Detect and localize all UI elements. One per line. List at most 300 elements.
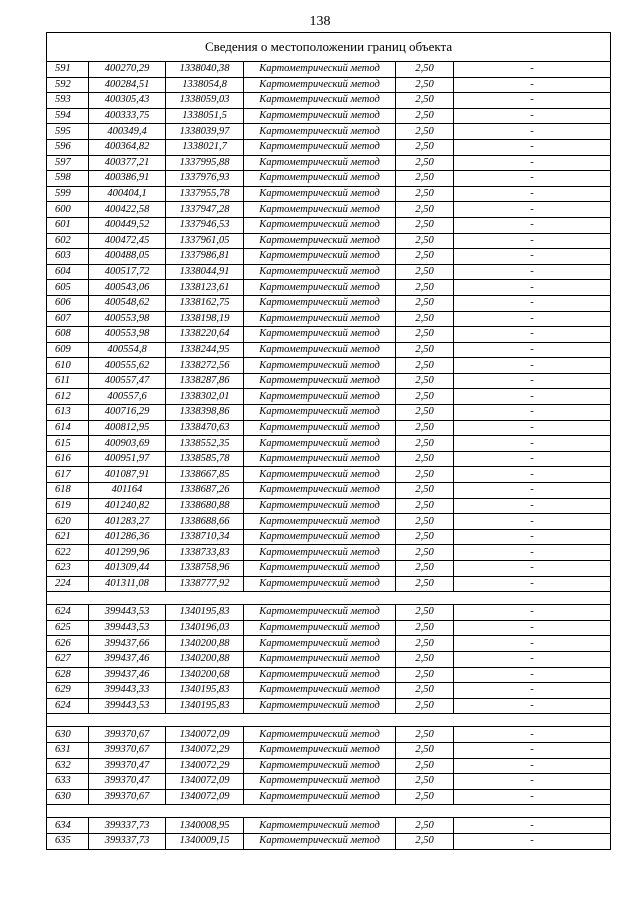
x-coordinate-cell: 400386,91 — [89, 171, 166, 187]
x-coordinate-cell: 400270,29 — [89, 62, 166, 78]
point-number-cell: 625 — [47, 620, 89, 636]
method-cell: Картометрический метод — [244, 789, 396, 805]
y-coordinate-cell: 1338777,92 — [166, 576, 244, 592]
precision-cell: 2,50 — [396, 620, 454, 636]
description-cell: - — [454, 667, 611, 683]
precision-cell: 2,50 — [396, 498, 454, 514]
y-coordinate-cell: 1337986,81 — [166, 249, 244, 265]
description-cell: - — [454, 389, 611, 405]
y-coordinate-cell: 1338220,64 — [166, 327, 244, 343]
description-cell: - — [454, 155, 611, 171]
point-number-cell: 634 — [47, 818, 89, 834]
table-row — [47, 683, 611, 699]
description-cell: - — [454, 249, 611, 265]
x-coordinate-cell: 401164 — [89, 483, 166, 499]
table-row — [47, 280, 611, 296]
description-cell: - — [454, 545, 611, 561]
table-row — [47, 529, 611, 545]
x-coordinate-cell: 400553,98 — [89, 327, 166, 343]
precision-cell: 2,50 — [396, 818, 454, 834]
table-row — [47, 62, 611, 78]
method-cell: Картометрический метод — [244, 498, 396, 514]
y-coordinate-cell: 1338287,86 — [166, 373, 244, 389]
method-cell: Картометрический метод — [244, 93, 396, 109]
point-number-cell: 624 — [47, 605, 89, 621]
precision-cell: 2,50 — [396, 605, 454, 621]
precision-cell: 2,50 — [396, 342, 454, 358]
y-coordinate-cell: 1338051,5 — [166, 108, 244, 124]
method-cell: Картометрический метод — [244, 420, 396, 436]
method-cell: Картометрический метод — [244, 233, 396, 249]
point-number-cell: 621 — [47, 529, 89, 545]
y-coordinate-cell: 1340196,03 — [166, 620, 244, 636]
x-coordinate-cell: 401087,91 — [89, 467, 166, 483]
y-coordinate-cell: 1338123,61 — [166, 280, 244, 296]
table-row — [47, 545, 611, 561]
point-number-cell: 612 — [47, 389, 89, 405]
point-number-cell: 629 — [47, 683, 89, 699]
y-coordinate-cell: 1337955,78 — [166, 186, 244, 202]
point-number-cell: 605 — [47, 280, 89, 296]
precision-cell: 2,50 — [396, 264, 454, 280]
table-row — [47, 186, 611, 202]
precision-cell: 2,50 — [396, 683, 454, 699]
description-cell: - — [454, 171, 611, 187]
x-coordinate-cell: 400548,62 — [89, 295, 166, 311]
x-coordinate-cell: 400333,75 — [89, 108, 166, 124]
description-cell: - — [454, 93, 611, 109]
method-cell: Картометрический метод — [244, 561, 396, 577]
y-coordinate-cell: 1338302,01 — [166, 389, 244, 405]
precision-cell: 2,50 — [396, 833, 454, 849]
x-coordinate-cell: 400716,29 — [89, 405, 166, 421]
precision-cell: 2,50 — [396, 576, 454, 592]
precision-cell: 2,50 — [396, 514, 454, 530]
method-cell: Картометрический метод — [244, 202, 396, 218]
description-cell: - — [454, 327, 611, 343]
y-coordinate-cell: 1340200,68 — [166, 667, 244, 683]
precision-cell: 2,50 — [396, 358, 454, 374]
method-cell: Картометрический метод — [244, 818, 396, 834]
table-row — [47, 295, 611, 311]
table-row — [47, 420, 611, 436]
description-cell: - — [454, 264, 611, 280]
table-row — [47, 636, 611, 652]
y-coordinate-cell: 1340072,09 — [166, 727, 244, 743]
point-number-cell: 609 — [47, 342, 89, 358]
y-coordinate-cell: 1340072,09 — [166, 789, 244, 805]
method-cell: Картометрический метод — [244, 62, 396, 78]
precision-cell: 2,50 — [396, 108, 454, 124]
point-number-cell: 623 — [47, 561, 89, 577]
method-cell: Картометрический метод — [244, 605, 396, 621]
method-cell: Картометрический метод — [244, 124, 396, 140]
method-cell: Картометрический метод — [244, 155, 396, 171]
table-row — [47, 108, 611, 124]
point-number-cell: 592 — [47, 77, 89, 93]
table-row — [47, 498, 611, 514]
point-number-cell: 224 — [47, 576, 89, 592]
point-number-cell: 630 — [47, 789, 89, 805]
x-coordinate-cell: 400472,45 — [89, 233, 166, 249]
point-number-cell: 627 — [47, 651, 89, 667]
y-coordinate-cell: 1340195,83 — [166, 698, 244, 714]
method-cell: Картометрический метод — [244, 667, 396, 683]
x-coordinate-cell: 400557,47 — [89, 373, 166, 389]
x-coordinate-cell: 400305,43 — [89, 93, 166, 109]
y-coordinate-cell: 1338470,63 — [166, 420, 244, 436]
table-row — [47, 774, 611, 790]
x-coordinate-cell: 399443,53 — [89, 698, 166, 714]
x-coordinate-cell: 400517,72 — [89, 264, 166, 280]
x-coordinate-cell: 400903,69 — [89, 436, 166, 452]
table-header-row — [47, 33, 611, 62]
x-coordinate-cell: 400364,82 — [89, 139, 166, 155]
point-number-cell: 617 — [47, 467, 89, 483]
description-cell: - — [454, 358, 611, 374]
description-cell: - — [454, 467, 611, 483]
table-row — [47, 818, 611, 834]
x-coordinate-cell: 399437,66 — [89, 636, 166, 652]
precision-cell: 2,50 — [396, 451, 454, 467]
precision-cell: 2,50 — [396, 420, 454, 436]
table-row — [47, 77, 611, 93]
table-row — [47, 467, 611, 483]
method-cell: Картометрический метод — [244, 545, 396, 561]
table-row — [47, 698, 611, 714]
y-coordinate-cell: 1338585,78 — [166, 451, 244, 467]
description-cell: - — [454, 498, 611, 514]
y-coordinate-cell: 1338667,85 — [166, 467, 244, 483]
description-cell: - — [454, 605, 611, 621]
precision-cell: 2,50 — [396, 742, 454, 758]
method-cell: Картометрический метод — [244, 774, 396, 790]
table-row — [47, 667, 611, 683]
description-cell: - — [454, 451, 611, 467]
x-coordinate-cell: 399370,67 — [89, 742, 166, 758]
x-coordinate-cell: 400284,51 — [89, 77, 166, 93]
point-number-cell: 619 — [47, 498, 89, 514]
precision-cell: 2,50 — [396, 171, 454, 187]
group-separator-row — [47, 714, 611, 727]
point-number-cell: 597 — [47, 155, 89, 171]
x-coordinate-cell: 400951,97 — [89, 451, 166, 467]
point-number-cell: 607 — [47, 311, 89, 327]
table-row — [47, 789, 611, 805]
table-row — [47, 155, 611, 171]
precision-cell: 2,50 — [396, 295, 454, 311]
x-coordinate-cell: 401283,27 — [89, 514, 166, 530]
method-cell: Картометрический метод — [244, 327, 396, 343]
method-cell: Картометрический метод — [244, 758, 396, 774]
description-cell: - — [454, 342, 611, 358]
point-number-cell: 610 — [47, 358, 89, 374]
method-cell: Картометрический метод — [244, 139, 396, 155]
method-cell: Картометрический метод — [244, 405, 396, 421]
description-cell: - — [454, 295, 611, 311]
precision-cell: 2,50 — [396, 436, 454, 452]
y-coordinate-cell: 1338244,95 — [166, 342, 244, 358]
precision-cell: 2,50 — [396, 467, 454, 483]
description-cell: - — [454, 698, 611, 714]
table-row — [47, 202, 611, 218]
x-coordinate-cell: 399370,67 — [89, 727, 166, 743]
precision-cell: 2,50 — [396, 124, 454, 140]
method-cell: Картометрический метод — [244, 436, 396, 452]
precision-cell: 2,50 — [396, 727, 454, 743]
point-number-cell: 631 — [47, 742, 89, 758]
precision-cell: 2,50 — [396, 93, 454, 109]
precision-cell: 2,50 — [396, 529, 454, 545]
x-coordinate-cell: 399443,53 — [89, 605, 166, 621]
y-coordinate-cell: 1340195,83 — [166, 683, 244, 699]
description-cell: - — [454, 280, 611, 296]
method-cell: Картометрический метод — [244, 636, 396, 652]
y-coordinate-cell: 1337995,88 — [166, 155, 244, 171]
table-row — [47, 342, 611, 358]
description-cell: - — [454, 436, 611, 452]
y-coordinate-cell: 1338710,34 — [166, 529, 244, 545]
precision-cell: 2,50 — [396, 636, 454, 652]
y-coordinate-cell: 1337947,28 — [166, 202, 244, 218]
precision-cell: 2,50 — [396, 698, 454, 714]
group-separator-row — [47, 805, 611, 818]
table-row — [47, 742, 611, 758]
description-cell: - — [454, 405, 611, 421]
x-coordinate-cell: 400349,4 — [89, 124, 166, 140]
point-number-cell: 615 — [47, 436, 89, 452]
description-cell: - — [454, 651, 611, 667]
y-coordinate-cell: 1340072,29 — [166, 758, 244, 774]
method-cell: Картометрический метод — [244, 311, 396, 327]
table-row — [47, 124, 611, 140]
page-number: 138 — [309, 14, 331, 29]
x-coordinate-cell: 400812,95 — [89, 420, 166, 436]
point-number-cell: 594 — [47, 108, 89, 124]
point-number-cell: 632 — [47, 758, 89, 774]
y-coordinate-cell: 1338059,03 — [166, 93, 244, 109]
precision-cell: 2,50 — [396, 186, 454, 202]
description-cell: - — [454, 514, 611, 530]
method-cell: Картометрический метод — [244, 373, 396, 389]
precision-cell: 2,50 — [396, 667, 454, 683]
table-row — [47, 139, 611, 155]
description-cell: - — [454, 139, 611, 155]
y-coordinate-cell: 1338688,66 — [166, 514, 244, 530]
precision-cell: 2,50 — [396, 774, 454, 790]
method-cell: Картометрический метод — [244, 467, 396, 483]
method-cell: Картометрический метод — [244, 171, 396, 187]
method-cell: Картометрический метод — [244, 217, 396, 233]
group-separator-cell — [47, 805, 611, 818]
group-separator-row — [47, 592, 611, 605]
description-cell: - — [454, 620, 611, 636]
x-coordinate-cell: 399337,73 — [89, 818, 166, 834]
x-coordinate-cell: 400553,98 — [89, 311, 166, 327]
description-cell: - — [454, 636, 611, 652]
precision-cell: 2,50 — [396, 233, 454, 249]
x-coordinate-cell: 400422,58 — [89, 202, 166, 218]
table-row — [47, 833, 611, 849]
description-cell: - — [454, 77, 611, 93]
y-coordinate-cell: 1338680,88 — [166, 498, 244, 514]
point-number-cell: 622 — [47, 545, 89, 561]
group-separator-cell — [47, 714, 611, 727]
y-coordinate-cell: 1338272,56 — [166, 358, 244, 374]
description-cell: - — [454, 217, 611, 233]
method-cell: Картометрический метод — [244, 529, 396, 545]
point-number-cell: 620 — [47, 514, 89, 530]
precision-cell: 2,50 — [396, 545, 454, 561]
method-cell: Картометрический метод — [244, 727, 396, 743]
precision-cell: 2,50 — [396, 483, 454, 499]
table-row — [47, 358, 611, 374]
y-coordinate-cell: 1340200,88 — [166, 636, 244, 652]
method-cell: Картометрический метод — [244, 358, 396, 374]
x-coordinate-cell: 400449,52 — [89, 217, 166, 233]
y-coordinate-cell: 1340008,95 — [166, 818, 244, 834]
x-coordinate-cell: 399370,47 — [89, 774, 166, 790]
table-row — [47, 311, 611, 327]
precision-cell: 2,50 — [396, 789, 454, 805]
precision-cell: 2,50 — [396, 202, 454, 218]
point-number-cell: 591 — [47, 62, 89, 78]
description-cell: - — [454, 774, 611, 790]
point-number-cell: 606 — [47, 295, 89, 311]
description-cell: - — [454, 758, 611, 774]
precision-cell: 2,50 — [396, 311, 454, 327]
point-number-cell: 595 — [47, 124, 89, 140]
precision-cell: 2,50 — [396, 139, 454, 155]
coordinates-sheet — [46, 32, 610, 850]
x-coordinate-cell: 401286,36 — [89, 529, 166, 545]
table-row — [47, 561, 611, 577]
description-cell: - — [454, 561, 611, 577]
x-coordinate-cell: 399337,73 — [89, 833, 166, 849]
description-cell: - — [454, 483, 611, 499]
table-row — [47, 514, 611, 530]
precision-cell: 2,50 — [396, 62, 454, 78]
table-row — [47, 93, 611, 109]
precision-cell: 2,50 — [396, 327, 454, 343]
method-cell: Картометрический метод — [244, 389, 396, 405]
point-number-cell: 618 — [47, 483, 89, 499]
method-cell: Картометрический метод — [244, 742, 396, 758]
point-number-cell: 611 — [47, 373, 89, 389]
x-coordinate-cell: 400554,8 — [89, 342, 166, 358]
y-coordinate-cell: 1338044,91 — [166, 264, 244, 280]
precision-cell: 2,50 — [396, 651, 454, 667]
y-coordinate-cell: 1337976,93 — [166, 171, 244, 187]
x-coordinate-cell: 399437,46 — [89, 651, 166, 667]
y-coordinate-cell: 1338198,19 — [166, 311, 244, 327]
point-number-cell: 598 — [47, 171, 89, 187]
y-coordinate-cell: 1340072,29 — [166, 742, 244, 758]
x-coordinate-cell: 400543,06 — [89, 280, 166, 296]
y-coordinate-cell: 1338040,38 — [166, 62, 244, 78]
y-coordinate-cell: 1338552,35 — [166, 436, 244, 452]
point-number-cell: 635 — [47, 833, 89, 849]
method-cell: Картометрический метод — [244, 264, 396, 280]
method-cell: Картометрический метод — [244, 295, 396, 311]
x-coordinate-cell: 401240,82 — [89, 498, 166, 514]
y-coordinate-cell: 1338162,75 — [166, 295, 244, 311]
point-number-cell: 602 — [47, 233, 89, 249]
precision-cell: 2,50 — [396, 405, 454, 421]
point-number-cell: 604 — [47, 264, 89, 280]
table-row — [47, 405, 611, 421]
precision-cell: 2,50 — [396, 561, 454, 577]
y-coordinate-cell: 1338733,83 — [166, 545, 244, 561]
method-cell: Картометрический метод — [244, 620, 396, 636]
description-cell: - — [454, 576, 611, 592]
y-coordinate-cell: 1338398,86 — [166, 405, 244, 421]
group-separator-cell — [47, 592, 611, 605]
point-number-cell: 626 — [47, 636, 89, 652]
y-coordinate-cell: 1338687,26 — [166, 483, 244, 499]
y-coordinate-cell: 1338021,7 — [166, 139, 244, 155]
description-cell: - — [454, 202, 611, 218]
point-number-cell: 628 — [47, 667, 89, 683]
description-cell: - — [454, 186, 611, 202]
point-number-cell: 614 — [47, 420, 89, 436]
table-row — [47, 436, 611, 452]
x-coordinate-cell: 400377,21 — [89, 155, 166, 171]
table-row — [47, 651, 611, 667]
method-cell: Картометрический метод — [244, 186, 396, 202]
description-cell: - — [454, 833, 611, 849]
x-coordinate-cell: 401309,44 — [89, 561, 166, 577]
x-coordinate-cell: 399437,46 — [89, 667, 166, 683]
description-cell: - — [454, 311, 611, 327]
method-cell: Картометрический метод — [244, 280, 396, 296]
precision-cell: 2,50 — [396, 155, 454, 171]
x-coordinate-cell: 401299,96 — [89, 545, 166, 561]
description-cell: - — [454, 742, 611, 758]
table-row — [47, 327, 611, 343]
point-number-cell: 600 — [47, 202, 89, 218]
precision-cell: 2,50 — [396, 249, 454, 265]
precision-cell: 2,50 — [396, 77, 454, 93]
description-cell: - — [454, 683, 611, 699]
precision-cell: 2,50 — [396, 373, 454, 389]
table-row — [47, 373, 611, 389]
y-coordinate-cell: 1337946,53 — [166, 217, 244, 233]
table-row — [47, 217, 611, 233]
description-cell: - — [454, 233, 611, 249]
y-coordinate-cell: 1338758,96 — [166, 561, 244, 577]
y-coordinate-cell: 1340200,88 — [166, 651, 244, 667]
y-coordinate-cell: 1340195,83 — [166, 605, 244, 621]
description-cell: - — [454, 124, 611, 140]
table-row — [47, 576, 611, 592]
x-coordinate-cell: 400557,6 — [89, 389, 166, 405]
point-number-cell: 608 — [47, 327, 89, 343]
method-cell: Картометрический метод — [244, 576, 396, 592]
y-coordinate-cell: 1340072,09 — [166, 774, 244, 790]
point-number-cell: 593 — [47, 93, 89, 109]
y-coordinate-cell: 1337961,05 — [166, 233, 244, 249]
precision-cell: 2,50 — [396, 280, 454, 296]
table-title: Сведения о местоположении границ объекта — [47, 33, 611, 62]
point-number-cell: 603 — [47, 249, 89, 265]
table-row — [47, 758, 611, 774]
x-coordinate-cell: 401311,08 — [89, 576, 166, 592]
precision-cell: 2,50 — [396, 389, 454, 405]
boundary-coordinates-table — [46, 32, 611, 850]
method-cell: Картометрический метод — [244, 108, 396, 124]
description-cell: - — [454, 373, 611, 389]
